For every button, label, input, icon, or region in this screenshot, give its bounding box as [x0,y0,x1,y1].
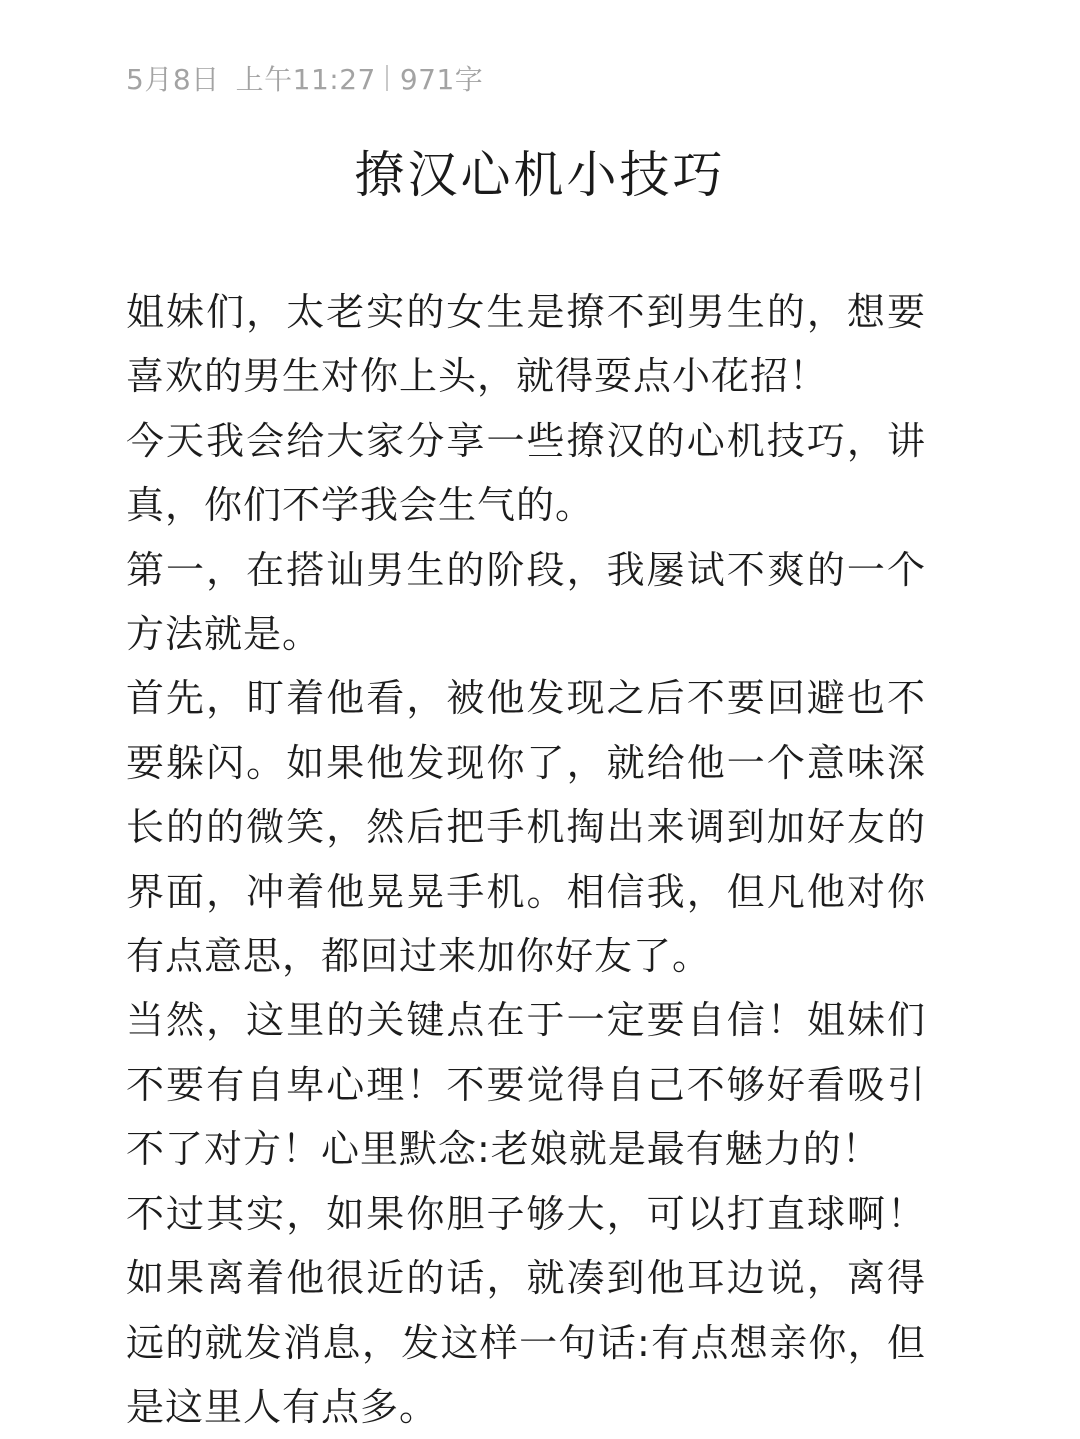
paragraph-5: 当然，这里的关键点在于一定要自信！姐妹们不要有自卑心理！不要觉得自己不够好看吸引不了对方！心里默念:老娘就是最有魅力的！ [126,998,926,1172]
note-body[interactable] [126,280,926,1439]
note-time: 上午11:27 [235,63,376,96]
note-meta [126,58,483,98]
paragraph-1: 姐妹们，太老实的女生是撩不到男生的，想要喜欢的男生对你上头，就得耍点小花招！ [126,290,926,399]
paragraph-2: 今天我会给大家分享一些撩汉的心机技巧，讲真，你们不学我会生气的。 [126,418,926,528]
word-count: 971字 [399,63,484,96]
note-title[interactable]: 撩汉心机小技巧 [354,146,726,204]
paragraph-6: 不过其实，如果你胆子够大，可以打直球啊！如果离着他很近的话，就凑到他耳边说，离得远的就发消息，发这样一句话:有点想亲你，但是这里人有点多。 [126,1191,926,1429]
paragraph-3: 第一，在搭讪男生的阶段，我屡试不爽的一个方法就是。 [126,547,926,657]
note-date: 5月8日 [126,63,220,96]
meta-divider [386,65,388,91]
paragraph-4: 首先，盯着他看，被他发现之后不要回避也不要躲闪。如果他发现你了，就给他一个意味深长的的微笑，然后把手机掏出来调到加好友的界面，冲着他晃晃手机。相信我，但凡他对你有点意思，都回过来加你好友了。 [126,676,926,979]
